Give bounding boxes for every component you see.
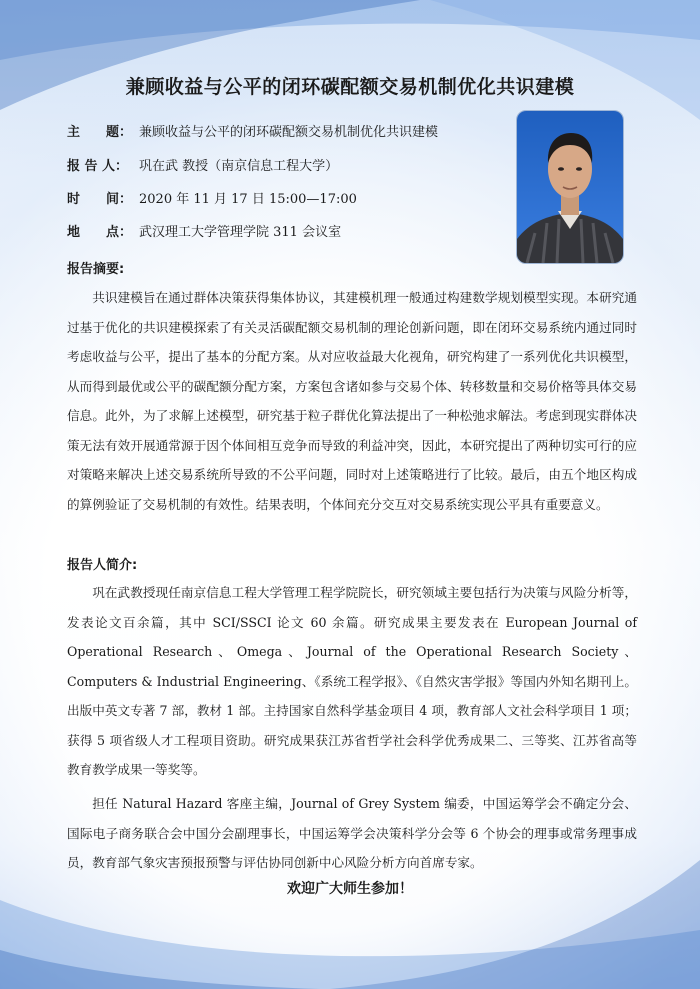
topic-row: [67, 123, 438, 143]
speaker-portrait-image: [517, 111, 623, 263]
place-label: 地 点：: [67, 225, 133, 240]
speaker-photo: [516, 110, 624, 264]
abstract-heading: 报告摘要:: [67, 262, 125, 277]
abstract-text: 共识建模旨在通过群体决策获得集体协议，其建模机理一般通过构建数学规划模型实现。本研究通过基于优化的共识建模探索了有关灵活碳配额交易机制的理论创新问题，即在闭环交易系统内通过同时考虑收益与公平，提出了基本的分配方案。从对应收益最大化视角，研究构建了一系列优化共识模型，从而得到最优或公平的碳配额分配方案，方案包含诸如参与交易个体、转移数量和交易价格等具体交易信息。此外，为了求解上述模型，研究基于粒子群优化算法提出了一种松弛求解法。考虑到现实群体决策无法有效开展通常源于因个体间相互竞争而导致的利益冲突，因此，本研究提出了两种切实可行的应对策略来解决上述交易系统所导致的不公平问题，同时对上述策略进行了比较。最后，由五个地区构成的算例验证了交易机制的有效性。结果表明，个体间充分交互对交易系统实现公平具有重要意义。: [67, 290, 637, 512]
page-title: 兼顾收益与公平的闭环碳配额交易机制优化共识建模: [125, 76, 575, 98]
place-value: 武汉理工大学管理学院 311 会议室: [139, 225, 342, 240]
speaker-row: [67, 157, 338, 177]
topic-value: 兼顾收益与公平的闭环碳配额交易机制优化共识建模: [139, 125, 439, 140]
time-label: 时 间：: [67, 192, 133, 207]
speaker-value: 巩在武 教授（南京信息工程大学）: [139, 159, 339, 174]
speaker-label: 报 告 人：: [67, 159, 129, 174]
bio-paragraph-2: 担任 Natural Hazard 客座主编，Journal of Grey System 编委，中国运筹学会不确定分会、国际电子商务联合会中国分会副理事长，中国运筹学会决策科学分会等 6 个协会的理事或常务理事成员，教育部气象灾害预报预警与评估协同创新中心风险分析方向首席专家。: [67, 796, 637, 870]
welcome-text: 欢迎广大师生参加！: [287, 881, 413, 897]
place-row: [67, 223, 341, 243]
topic-label: 主 题：: [67, 125, 133, 140]
time-value: 2020 年 11 月 17 日 15:00—17:00: [139, 192, 357, 207]
bio-heading: 报告人简介:: [67, 558, 138, 573]
time-row: [67, 190, 357, 210]
bio-paragraph-1: 巩在武教授现任南京信息工程大学管理工程学院院长，研究领域主要包括行为决策与风险分析等，发表论文百余篇，其中 SCI/SSCI 论文 60 余篇。研究成果主要发表在 European Journal of Operational Research、Omega、Journal of the Operational Research Society、Computers & Industrial Engineering、《系统工程学报》、《自然灾害学报》等国内外知名期刊上。出版中英文专著 7 部，教材 1 部。主持国家自然科学基金项目 4 项，教育部人文社会科学项目 1 项；获得 5 项省级人才工程项目资助。研究成果获江苏省哲学社会科学优秀成果二、三等奖、江苏省高等教育教学成果一等奖等。: [67, 585, 637, 777]
